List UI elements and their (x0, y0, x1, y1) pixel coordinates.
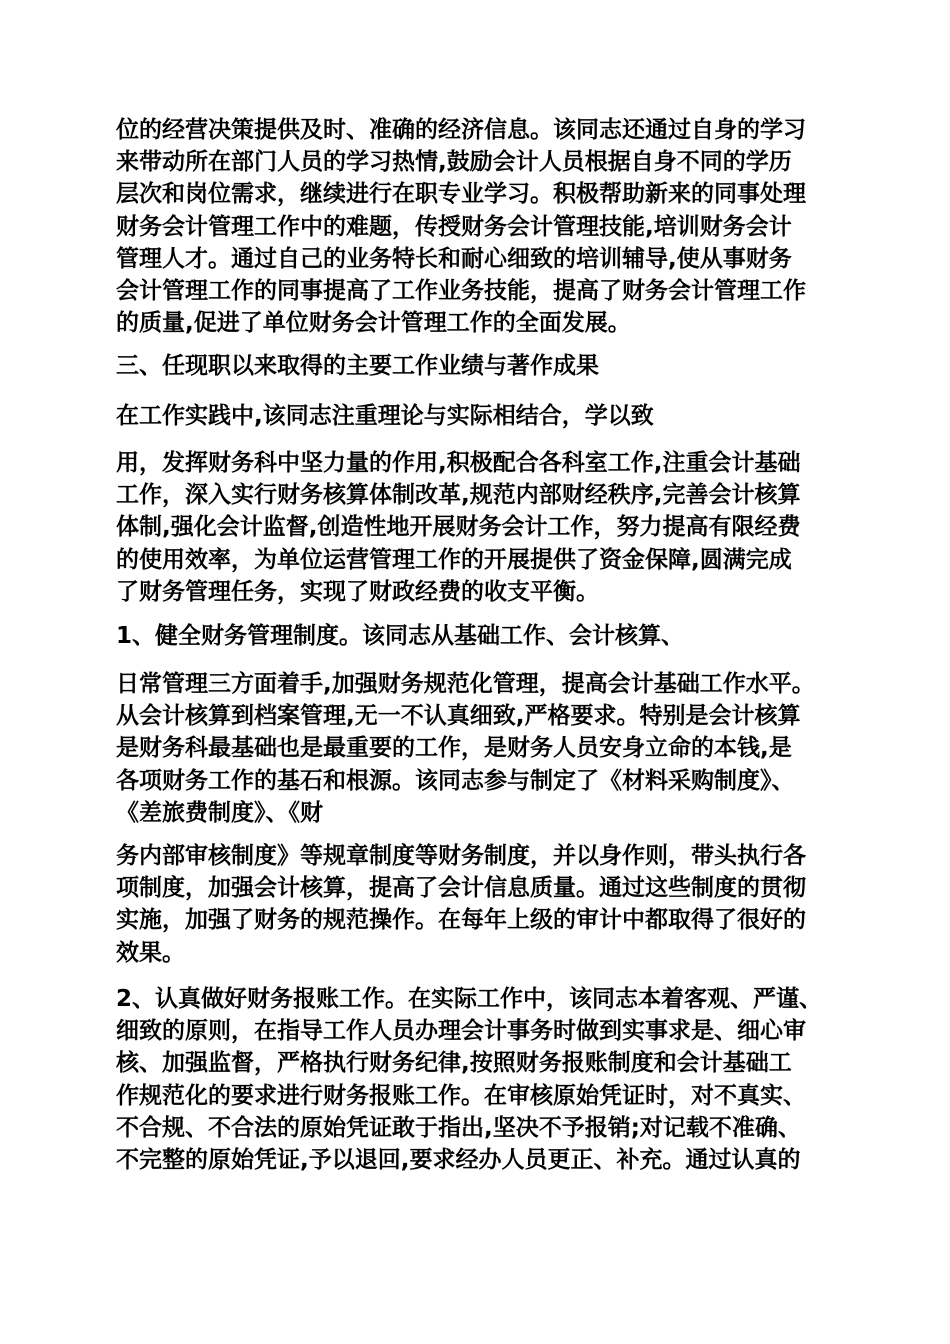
text-line: 会计管理工作的同事提高了工作业务技能，提高了财务会计管理工作 (116, 278, 806, 305)
text-line: 不合规、不合法的原始凭证敢于指出,坚决不予报销;对记载不准确、 (116, 1114, 801, 1141)
text-line: 在工作实践中,该同志注重理论与实际相结合，学以致 (116, 403, 654, 429)
paragraph-item-1-continued (116, 840, 846, 969)
paragraph-intro (116, 400, 846, 432)
text-line: 来带动所在部门人员的学习热情,鼓励会计人员根据自身不同的学历 (116, 149, 792, 176)
text-line: 实施，加强了财务的规范操作。在每年上级的审计中都取得了很好的 (116, 907, 806, 934)
text-line: 日常管理三方面着手,加强财务规范化管理，提高会计基础工作水平。 (116, 671, 815, 697)
text-line: 《差旅费制度》、《财 (116, 799, 323, 826)
text-line: 层次和岗位需求，继续进行在职专业学习。积极帮助新来的同事处理 (116, 181, 806, 208)
text-line: 项制度，加强会计核算，提高了会计信息质量。通过这些制度的贯彻 (116, 875, 806, 902)
paragraph-work-summary (116, 114, 846, 339)
text-line: 从会计核算到档案管理,无一不认真细致,严格要求。特别是会计核算 (116, 703, 801, 730)
text-line: 的使用效率，为单位运营管理工作的开展提供了资金保障,圆满完成 (116, 546, 792, 573)
paragraph-item-1-body (116, 668, 846, 829)
text-line: 位的经营决策提供及时、准确的经济信息。该同志还通过自身的学习 (116, 117, 806, 143)
text-line: 用，发挥财务科中坚力量的作用,积极配合各科室工作,注重会计基础 (116, 450, 801, 476)
text-line: 工作，深入实行财务核算体制改革,规范内部财经秩序,完善会计核算 (116, 482, 801, 509)
section-heading (116, 350, 846, 382)
text-line: 各项财务工作的基石和根源。该同志参与制定了《材料采购制度》、 (116, 767, 795, 794)
text-line: 财务会计管理工作中的难题，传授财务会计管理技能,培训财务会计 (116, 213, 792, 240)
text-line: 是财务科最基础也是最重要的工作，是财务人员安身立命的本钱,是 (116, 735, 792, 762)
text-line: 了财务管理任务，实现了财政经费的收支平衡。 (116, 578, 599, 605)
paragraph-achievements (116, 447, 846, 608)
heading-text: 三、任现职以来取得的主要工作业绩与著作成果 (116, 353, 599, 379)
text-line: 效果。 (116, 939, 185, 966)
text-line: 务内部审核制度》等规章制度等财务制度，并以身作则，带头执行各 (116, 843, 806, 869)
text-line: 作规范化的要求进行财务报账工作。在审核原始凭证时，对不真实、 (116, 1082, 806, 1109)
text-line: 细致的原则，在指导工作人员办理会计事务时做到实事求是、细心审 (116, 1018, 806, 1045)
text-line: 体制,强化会计监督,创造性地开展财务会计工作，努力提高有限经费 (116, 514, 801, 541)
text-line: 核、加强监督，严格执行财务纪律,按照财务报账制度和会计基础工 (116, 1050, 792, 1077)
paragraph-item-1-heading (116, 620, 846, 652)
text-line: 2、认真做好财务报账工作。在实际工作中，该同志本着客观、严谨、 (116, 986, 823, 1012)
paragraph-item-2 (116, 983, 846, 1176)
text-line: 1、健全财务管理制度。该同志从基础工作、会计核算、 (116, 623, 685, 649)
text-line: 管理人才。通过自己的业务特长和耐心细致的培训辅导,使从事财务 (116, 245, 792, 272)
text-line: 不完整的原始凭证,予以退回,要求经办人员更正、补充。通过认真的 (116, 1147, 801, 1174)
text-line: 的质量,促进了单位财务会计管理工作的全面发展。 (116, 310, 631, 337)
